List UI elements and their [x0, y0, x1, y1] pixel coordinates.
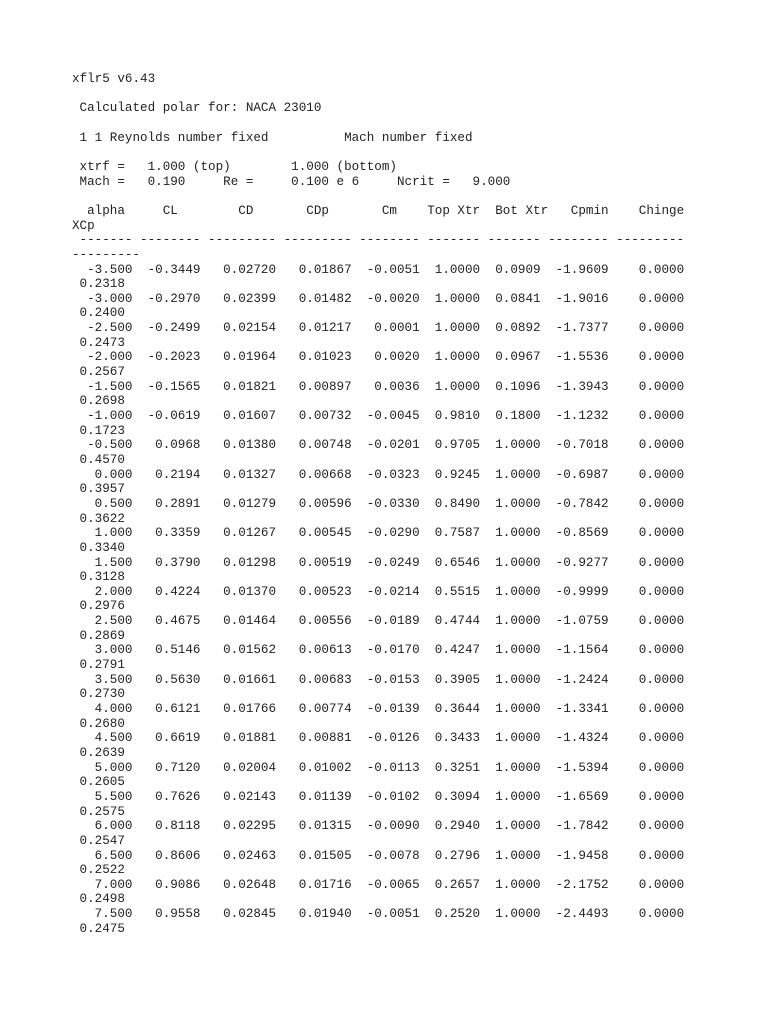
table-row: 7.000 0.9086 0.02648 0.01716 -0.0065 0.2657 1.0000 -2.1752 0.0000	[72, 877, 685, 892]
table-row-xcp: 0.2639	[72, 745, 125, 760]
table-row-xcp: 0.2318	[72, 277, 125, 292]
table-row-xcp: 0.2791	[72, 658, 125, 672]
table-row-xcp: 0.3340	[72, 540, 125, 555]
column-header: alpha CL CD CDp Cm Top Xtr Bot Xtr Cpmin Chinge	[72, 204, 685, 218]
table-row-xcp: 0.2730	[72, 687, 125, 702]
table-row: 4.500 0.6619 0.01881 0.00881 -0.0126 0.3433 1.0000 -1.4324 0.0000	[72, 731, 685, 746]
column-divider-wrap: ---------	[72, 248, 141, 262]
table-row-xcp: 0.2473	[72, 335, 125, 350]
table-row-xcp: 0.2869	[72, 628, 125, 643]
table-row: 3.000 0.5146 0.01562 0.00613 -0.0170 0.4247 1.0000 -1.1564 0.0000	[72, 643, 685, 658]
table-row-xcp: 0.2475	[72, 921, 125, 936]
table-row: 1.500 0.3790 0.01298 0.00519 -0.0249 0.6546 1.0000 -0.9277 0.0000	[72, 555, 685, 570]
table-row: -1.500 -0.1565 0.01821 0.00897 0.0036 1.0000 0.1096 -1.3943 0.0000	[72, 379, 685, 394]
table-row: -2.000 -0.2023 0.01964 0.01023 0.0020 1.0000 0.0967 -1.5536 0.0000	[72, 350, 685, 365]
table-row: 6.000 0.8118 0.02295 0.01315 -0.0090 0.2940 1.0000 -1.7842 0.0000	[72, 819, 685, 834]
table-row-xcp: 0.2498	[72, 892, 125, 907]
table-row: 3.500 0.5630 0.01661 0.00683 -0.0153 0.3905 1.0000 -1.2424 0.0000	[72, 672, 685, 687]
table-row-xcp: 0.1723	[72, 423, 125, 438]
table-row-xcp: 0.2976	[72, 599, 125, 614]
xtrf-line: xtrf = 1.000 (top) 1.000 (bottom)	[72, 160, 397, 174]
table-row-xcp: 0.2567	[72, 365, 125, 379]
table-row: -3.500 -0.3449 0.02720 0.01867 -0.0051 1.0000 0.0909 -1.9609 0.0000	[72, 262, 685, 277]
table-row: 5.000 0.7120 0.02004 0.01002 -0.0113 0.3251 1.0000 -1.5394 0.0000	[72, 760, 685, 775]
program-version: xflr5 v6.43	[72, 72, 156, 86]
table-row-xcp: 0.2605	[72, 775, 125, 790]
table-row-xcp: 0.2575	[72, 804, 125, 819]
table-row: -3.000 -0.2970 0.02399 0.01482 -0.0020 1.0000 0.0841 -1.9016 0.0000	[72, 291, 685, 306]
table-row: 1.000 0.3359 0.01267 0.00545 -0.0290 0.7587 1.0000 -0.8569 0.0000	[72, 526, 685, 541]
table-row: 2.000 0.4224 0.01370 0.00523 -0.0214 0.5515 1.0000 -0.9999 0.0000	[72, 584, 685, 599]
table-row: -2.500 -0.2499 0.02154 0.01217 0.0001 1.0000 0.0892 -1.7377 0.0000	[72, 321, 685, 336]
table-row-xcp: 0.2698	[72, 394, 125, 409]
table-row-xcp: 0.2522	[72, 863, 125, 878]
table-row-xcp: 0.2547	[72, 833, 125, 848]
column-divider: ------- -------- --------- --------- -------- ------- ------- -------- ---------	[72, 233, 685, 247]
mach-re-ncrit-line: Mach = 0.190 Re = 0.100 e 6 Ncrit = 9.000	[72, 175, 511, 189]
table-row: 0.000 0.2194 0.01327 0.00668 -0.0323 0.9245 1.0000 -0.6987 0.0000	[72, 467, 685, 482]
reynolds-mach-line: 1 1 Reynolds number fixed Mach number fixed	[72, 131, 473, 145]
table-row: 4.000 0.6121 0.01766 0.00774 -0.0139 0.3644 1.0000 -1.3341 0.0000	[72, 702, 685, 716]
table-row: 0.500 0.2891 0.01279 0.00596 -0.0330 0.8490 1.0000 -0.7842 0.0000	[72, 496, 685, 511]
table-row: 7.500 0.9558 0.02845 0.01940 -0.0051 0.2520 1.0000 -2.4493 0.0000	[72, 907, 685, 922]
table-row-xcp: 0.3622	[72, 511, 125, 526]
table-row: -1.000 -0.0619 0.01607 0.00732 -0.0045 0.9810 0.1800 -1.1232 0.0000	[72, 409, 685, 423]
table-row: 2.500 0.4675 0.01464 0.00556 -0.0189 0.4744 1.0000 -1.0759 0.0000	[72, 614, 685, 629]
table-row: -0.500 0.0968 0.01380 0.00748 -0.0201 0.9705 1.0000 -0.7018 0.0000	[72, 438, 685, 453]
table-row-xcp: 0.4570	[72, 452, 125, 467]
table-row-xcp: 0.2400	[72, 306, 125, 321]
polar-title: Calculated polar for: NACA 23010	[72, 101, 322, 115]
table-row-xcp: 0.3128	[72, 570, 125, 585]
table-row: 5.500 0.7626 0.02143 0.01139 -0.0102 0.3094 1.0000 -1.6569 0.0000	[72, 789, 685, 804]
table-row-xcp: 0.2680	[72, 716, 125, 731]
column-header-wrap: XCp	[72, 219, 95, 233]
table-row-xcp: 0.3957	[72, 482, 125, 497]
table-row: 6.500 0.8606 0.02463 0.01505 -0.0078 0.2796 1.0000 -1.9458 0.0000	[72, 848, 685, 863]
